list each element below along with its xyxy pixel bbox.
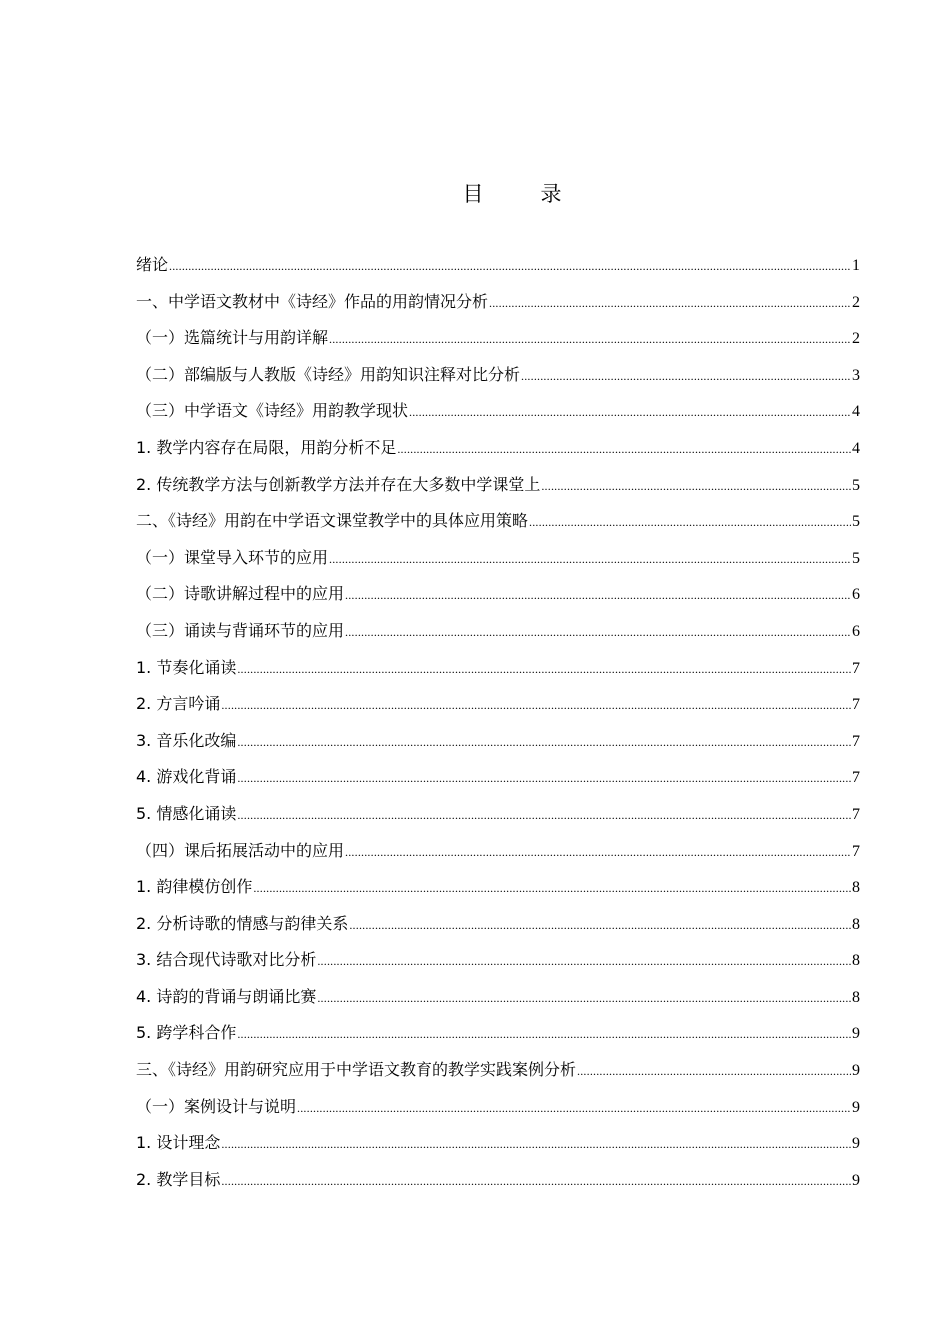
toc-dot-leader	[237, 804, 851, 826]
toc-entry-title: 3. 音乐化改编	[136, 730, 237, 750]
toc-entry-title: 4. 诗韵的背诵与朗诵比赛	[136, 986, 317, 1006]
toc-dot-leader	[237, 1023, 851, 1045]
toc-entry-title: 2. 方言吟诵	[136, 694, 221, 714]
toc-page-number: 4	[852, 403, 860, 421]
toc-entry-title: 4. 游戏化背诵	[136, 767, 237, 787]
toc-page-number: 7	[852, 769, 860, 787]
toc-entry[interactable]	[136, 583, 860, 620]
toc-entry[interactable]	[136, 400, 860, 437]
toc-page-number: 7	[852, 659, 860, 677]
toc-dot-leader	[489, 292, 851, 314]
toc-dot-leader	[317, 950, 851, 972]
toc-entry[interactable]	[136, 291, 860, 328]
toc-dot-leader	[345, 621, 851, 643]
toc-dot-leader	[237, 658, 851, 680]
toc-entry[interactable]	[136, 876, 860, 913]
toc-entry[interactable]	[136, 730, 860, 767]
toc-page-number: 9	[852, 1171, 860, 1189]
toc-dot-leader	[397, 438, 851, 460]
toc-entry-title: （四）课后拓展活动中的应用	[136, 840, 345, 860]
toc-page-number: 1	[852, 257, 860, 274]
toc-dot-leader	[297, 1097, 851, 1119]
toc-entry-title: （一）案例设计与说明	[136, 1096, 297, 1116]
toc-entry-title: 5. 跨学科合作	[136, 1023, 237, 1043]
toc-entry-title: （二）诗歌讲解过程中的应用	[136, 584, 345, 604]
toc-entry-title: 2. 传统教学方法与创新教学方法并存在大多数中学课堂上	[136, 474, 541, 494]
toc-entry[interactable]	[136, 254, 860, 291]
toc-page-number: 7	[852, 732, 860, 750]
toc-entry-title: （二）部编版与人教版《诗经》用韵知识注释对比分析	[136, 364, 521, 384]
toc-page-number: 9	[852, 1062, 860, 1080]
toc-entry-title: 2. 分析诗歌的情感与韵律关系	[136, 913, 349, 933]
toc-page-number: 9	[852, 1025, 860, 1043]
toc-entry[interactable]	[136, 840, 860, 877]
toc-dot-leader	[577, 1060, 851, 1082]
toc-entry-title: （三）中学语文《诗经》用韵教学现状	[136, 401, 409, 421]
toc-dot-leader	[253, 877, 851, 899]
toc-dot-leader	[169, 255, 851, 277]
toc-entry-title: 绪论	[136, 255, 169, 274]
toc-page-number: 6	[852, 586, 860, 604]
toc-dot-leader	[349, 914, 851, 936]
toc-entry-title: 1. 韵律模仿创作	[136, 877, 253, 897]
toc-list	[136, 254, 860, 1205]
toc-page-number: 6	[852, 622, 860, 640]
toc-entry[interactable]	[136, 1169, 860, 1206]
toc-dot-leader	[221, 1170, 851, 1192]
toc-page-number: 8	[852, 988, 860, 1006]
toc-entry-title: 1. 设计理念	[136, 1133, 221, 1153]
toc-dot-leader	[529, 511, 851, 533]
toc-entry[interactable]	[136, 1096, 860, 1133]
toc-page-number: 4	[852, 439, 860, 457]
toc-entry-title: 一、中学语文教材中《诗经》作品的用韵情况分析	[136, 291, 489, 311]
toc-entry[interactable]	[136, 547, 860, 584]
toc-entry-title: （三）诵读与背诵环节的应用	[136, 620, 345, 640]
toc-entry-title: （一）课堂导入环节的应用	[136, 547, 329, 567]
toc-dot-leader	[317, 987, 851, 1009]
toc-page-number: 5	[852, 476, 860, 494]
toc-dot-leader	[345, 584, 851, 606]
toc-entry[interactable]	[136, 510, 860, 547]
toc-entry[interactable]	[136, 986, 860, 1023]
toc-page-number: 3	[852, 366, 860, 384]
toc-page-number: 7	[852, 805, 860, 823]
toc-dot-leader	[221, 694, 851, 716]
toc-dot-leader	[237, 767, 851, 789]
toc-dot-leader	[221, 1133, 851, 1155]
toc-dot-leader	[345, 841, 851, 863]
toc-page-number: 8	[852, 915, 860, 933]
toc-entry[interactable]	[136, 766, 860, 803]
toc-entry[interactable]	[136, 620, 860, 657]
toc-entry[interactable]	[136, 474, 860, 511]
toc-entry[interactable]	[136, 803, 860, 840]
toc-page-number: 9	[852, 1135, 860, 1153]
toc-page-number: 9	[852, 1098, 860, 1116]
toc-page-number: 7	[852, 842, 860, 860]
toc-dot-leader	[521, 365, 851, 387]
toc-entry[interactable]	[136, 657, 860, 694]
toc-page-number: 2	[852, 330, 860, 348]
toc-entry-title: 3. 结合现代诗歌对比分析	[136, 950, 317, 970]
toc-page-number: 2	[852, 293, 860, 311]
toc-dot-leader	[409, 401, 851, 423]
toc-dot-leader	[541, 475, 851, 497]
toc-entry[interactable]	[136, 364, 860, 401]
toc-entry-title: 1. 教学内容存在局限，用韵分析不足	[136, 437, 397, 457]
toc-dot-leader	[329, 548, 851, 570]
toc-entry-title: 三、《诗经》用韵研究应用于中学语文教育的教学实践案例分析	[136, 1060, 577, 1080]
toc-entry-title: （一）选篇统计与用韵详解	[136, 328, 329, 348]
toc-entry-title: 二、《诗经》用韵在中学语文课堂教学中的具体应用策略	[136, 511, 529, 531]
toc-dot-leader	[329, 328, 851, 350]
toc-entry[interactable]	[136, 437, 860, 474]
toc-entry[interactable]	[136, 1059, 860, 1096]
toc-entry[interactable]	[136, 913, 860, 950]
toc-page-number: 8	[852, 879, 860, 897]
toc-entry-title: 2. 教学目标	[136, 1169, 221, 1189]
toc-entry[interactable]	[136, 327, 860, 364]
toc-page-number: 7	[852, 696, 860, 714]
toc-page-number: 5	[852, 513, 860, 531]
toc-entry[interactable]	[136, 949, 860, 986]
toc-entry[interactable]	[136, 693, 860, 730]
toc-title: 目 录	[462, 182, 580, 206]
toc-page-number: 5	[852, 549, 860, 567]
toc-entry[interactable]	[136, 1022, 860, 1059]
toc-entry[interactable]	[136, 1132, 860, 1169]
toc-page-number: 8	[852, 952, 860, 970]
toc-entry-title: 1. 节奏化诵读	[136, 657, 237, 677]
toc-entry-title: 5. 情感化诵读	[136, 803, 237, 823]
toc-dot-leader	[237, 731, 851, 753]
